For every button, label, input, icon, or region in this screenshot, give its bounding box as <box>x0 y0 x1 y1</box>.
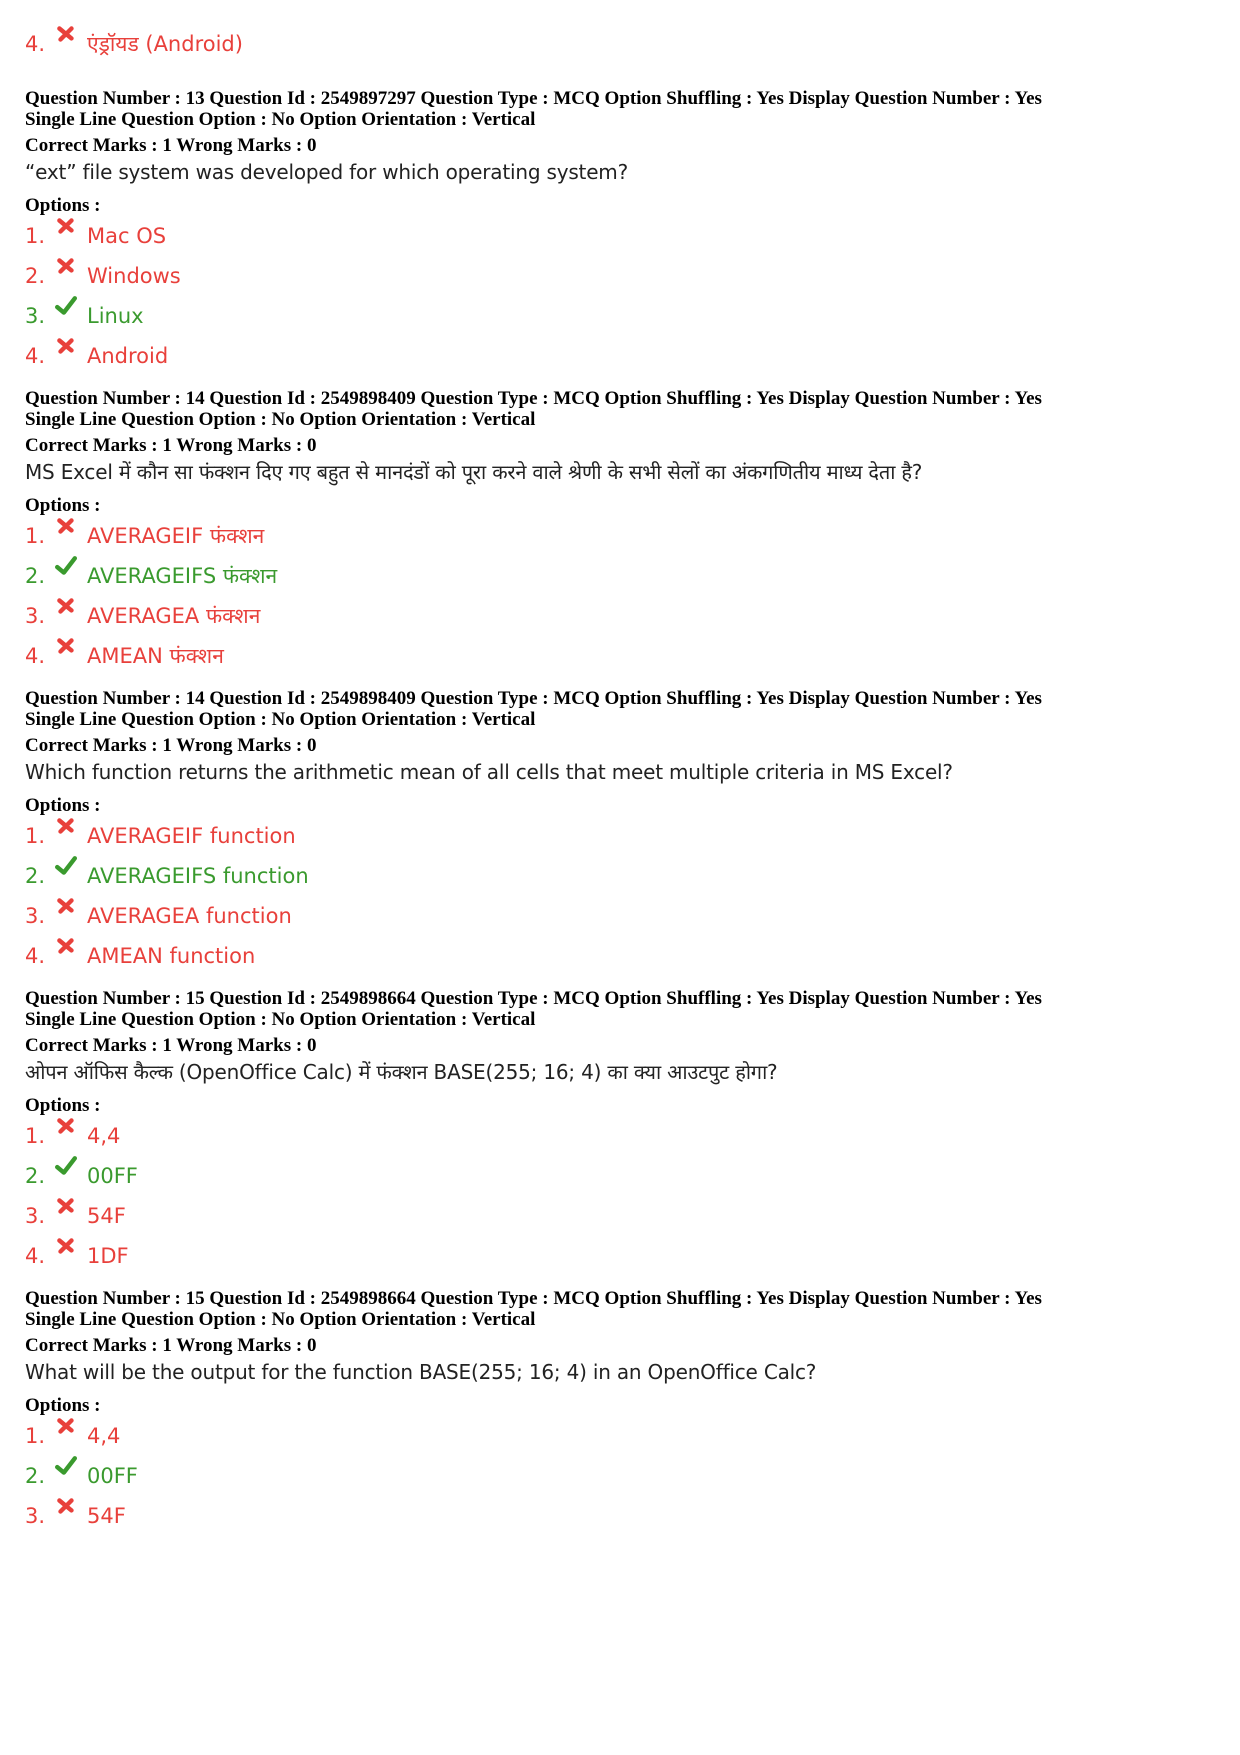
option-number: 1. <box>25 1424 46 1448</box>
options-label: Options : <box>25 195 101 216</box>
check-icon <box>55 555 83 581</box>
question-marks: Correct Marks : 1 Wrong Marks : 0 <box>25 1335 317 1356</box>
question-meta: Question Number : 13 Question Id : 2549897297 Question Type : MCQ Option Shuffling : Yes Display Question Number : Yes <box>25 88 1042 109</box>
option-number: 4. <box>25 944 46 968</box>
question-text: “ext” file system was developed for which operating system? <box>25 160 629 184</box>
option-text: Windows <box>87 264 181 288</box>
question-meta-options: Single Line Question Option : No Option Orientation : Vertical <box>25 409 536 430</box>
question-marks: Correct Marks : 1 Wrong Marks : 0 <box>25 735 317 756</box>
option-item <box>25 1416 1225 1456</box>
option-item <box>25 336 1225 376</box>
options-label: Options : <box>25 795 101 816</box>
option-item <box>25 636 1225 676</box>
option-text: Linux <box>87 304 144 328</box>
question-block <box>25 1288 1225 1536</box>
cross-icon <box>55 635 83 661</box>
question-marks: Correct Marks : 1 Wrong Marks : 0 <box>25 435 317 456</box>
option-item <box>25 556 1225 596</box>
cross-icon <box>55 23 83 49</box>
option-number: 2. <box>25 1464 46 1488</box>
option-item <box>25 516 1225 556</box>
option-item <box>25 856 1225 896</box>
check-icon <box>55 855 83 881</box>
option-number: 2. <box>25 864 46 888</box>
option-text: 4,4 <box>87 1124 121 1148</box>
option-item <box>25 1496 1225 1536</box>
question-block <box>25 988 1225 1276</box>
cross-icon <box>55 935 83 961</box>
cross-icon <box>55 255 83 281</box>
option-text: एंड्रॉयड (Android) <box>87 32 243 56</box>
cross-icon <box>55 1495 83 1521</box>
check-icon <box>55 295 83 321</box>
option-text: 1DF <box>87 1244 129 1268</box>
cross-icon <box>55 595 83 621</box>
question-marks: Correct Marks : 1 Wrong Marks : 0 <box>25 135 317 156</box>
option-item <box>25 1456 1225 1496</box>
option-text: AVERAGEA function <box>87 904 292 928</box>
question-text: Which function returns the arithmetic mean of all cells that meet multiple criteria in MS Excel? <box>25 760 953 784</box>
question-meta: Question Number : 14 Question Id : 2549898409 Question Type : MCQ Option Shuffling : Yes Display Question Number : Yes <box>25 388 1042 409</box>
option-number: 3. <box>25 1204 46 1228</box>
cross-icon <box>55 335 83 361</box>
option-item <box>25 1236 1225 1276</box>
options-label: Options : <box>25 495 101 516</box>
option-item <box>25 296 1225 336</box>
option-text: AVERAGEA फंक्शन <box>87 604 261 628</box>
option-item <box>25 1156 1225 1196</box>
cross-icon <box>55 1115 83 1141</box>
option-number: 4. <box>25 344 46 368</box>
option-item <box>25 256 1225 296</box>
option-item <box>25 896 1225 936</box>
cross-icon <box>55 815 83 841</box>
question-text: MS Excel में कौन सा फंक्शन दिए गए बहुत से मानदंडों को पूरा करने वाले श्रेणी के सभी सेलों का अंकगणितीय माध्य देता है? <box>25 460 923 484</box>
question-meta-options: Single Line Question Option : No Option Orientation : Vertical <box>25 109 536 130</box>
option-text: 4,4 <box>87 1424 121 1448</box>
check-icon <box>55 1455 83 1481</box>
option-text: 00FF <box>87 1164 138 1188</box>
option-number: 1. <box>25 224 46 248</box>
option-number: 3. <box>25 904 46 928</box>
option-item <box>25 24 243 64</box>
option-number: 4. <box>25 1244 46 1268</box>
option-text: AVERAGEIF function <box>87 824 296 848</box>
option-number: 2. <box>25 1164 46 1188</box>
option-item <box>25 596 1225 636</box>
option-number: 4. <box>25 32 46 56</box>
question-marks: Correct Marks : 1 Wrong Marks : 0 <box>25 1035 317 1056</box>
option-text: 54F <box>87 1204 126 1228</box>
cross-icon <box>55 215 83 241</box>
option-text: AVERAGEIF फंक्शन <box>87 524 265 548</box>
option-item <box>25 816 1225 856</box>
question-meta: Question Number : 15 Question Id : 2549898664 Question Type : MCQ Option Shuffling : Yes Display Question Number : Yes <box>25 1288 1042 1309</box>
question-text: What will be the output for the function BASE(255; 16; 4) in an OpenOffice Calc? <box>25 1360 817 1384</box>
question-meta-options: Single Line Question Option : No Option Orientation : Vertical <box>25 1309 536 1330</box>
cross-icon <box>55 1415 83 1441</box>
option-item <box>25 216 1225 256</box>
option-text: Android <box>87 344 169 368</box>
option-number: 1. <box>25 824 46 848</box>
check-icon <box>55 1155 83 1181</box>
option-number: 3. <box>25 604 46 628</box>
option-item <box>25 1116 1225 1156</box>
options-label: Options : <box>25 1395 101 1416</box>
option-number: 1. <box>25 1124 46 1148</box>
question-meta-options: Single Line Question Option : No Option Orientation : Vertical <box>25 709 536 730</box>
option-number: 2. <box>25 564 46 588</box>
cross-icon <box>55 515 83 541</box>
option-text: AVERAGEIFS function <box>87 864 309 888</box>
cross-icon <box>55 895 83 921</box>
option-text: 00FF <box>87 1464 138 1488</box>
cross-icon <box>55 1195 83 1221</box>
option-item <box>25 936 1225 976</box>
question-meta-options: Single Line Question Option : No Option Orientation : Vertical <box>25 1009 536 1030</box>
option-number: 1. <box>25 524 46 548</box>
question-block <box>25 88 1225 376</box>
cross-icon <box>55 1235 83 1261</box>
option-text: Mac OS <box>87 224 167 248</box>
question-meta: Question Number : 15 Question Id : 2549898664 Question Type : MCQ Option Shuffling : Yes Display Question Number : Yes <box>25 988 1042 1009</box>
option-item <box>25 1196 1225 1236</box>
option-number: 3. <box>25 1504 46 1528</box>
option-number: 3. <box>25 304 46 328</box>
option-text: AMEAN function <box>87 944 256 968</box>
question-block <box>25 388 1225 676</box>
question-meta: Question Number : 14 Question Id : 2549898409 Question Type : MCQ Option Shuffling : Yes Display Question Number : Yes <box>25 688 1042 709</box>
option-text: AMEAN फंक्शन <box>87 644 224 668</box>
question-block <box>25 688 1225 976</box>
option-number: 2. <box>25 264 46 288</box>
options-label: Options : <box>25 1095 101 1116</box>
option-text: AVERAGEIFS फंक्शन <box>87 564 278 588</box>
option-number: 4. <box>25 644 46 668</box>
option-text: 54F <box>87 1504 126 1528</box>
question-text: ओपन ऑफिस कैल्क (OpenOffice Calc) में फंक्शन BASE(255; 16; 4) का क्या आउटपुट होगा? <box>25 1060 778 1084</box>
